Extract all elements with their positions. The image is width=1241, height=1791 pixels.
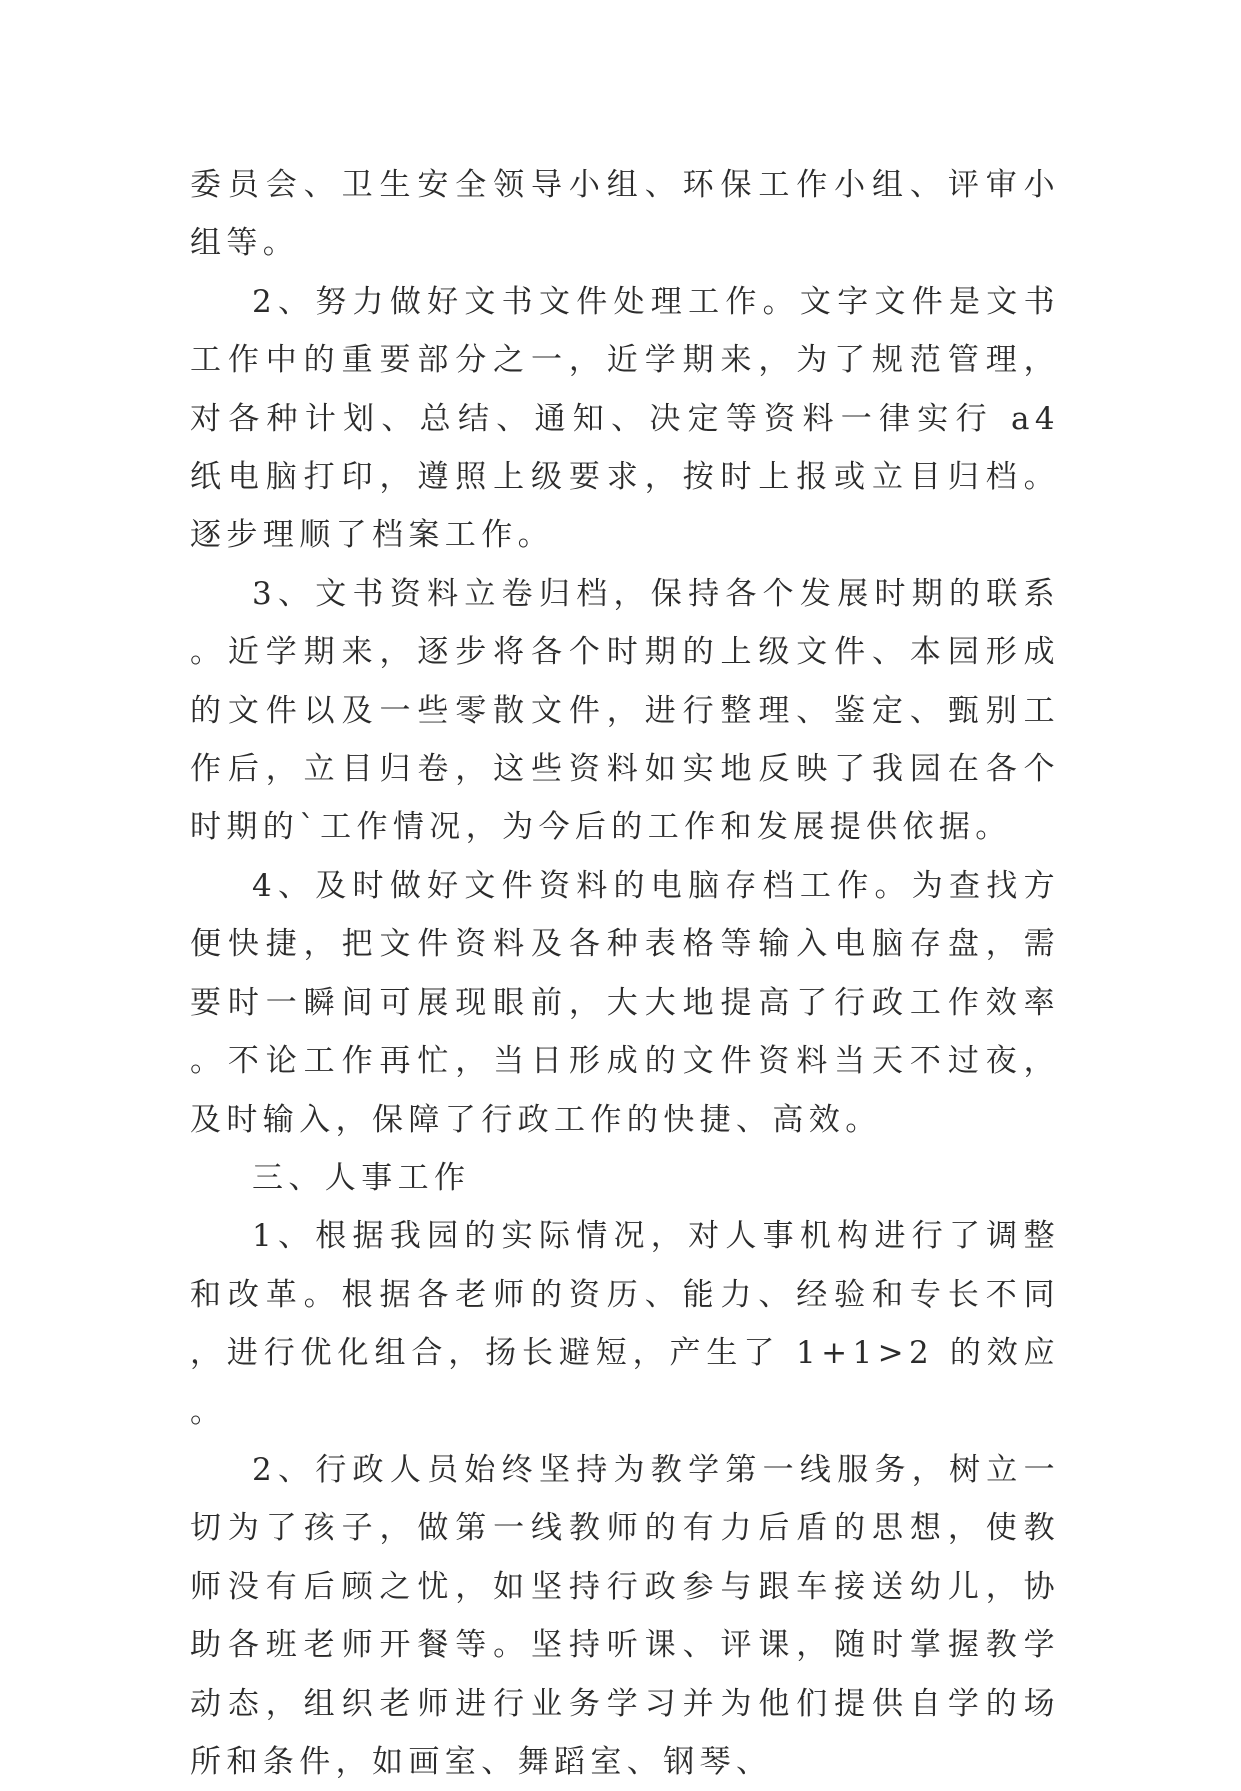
paragraph-archiving: 3、文书资料立卷归档，保持各个发展时期的联系。近学期来，逐步将各个时期的上级文件、本园形成的文件以及一些零散文件，进行整理、鉴定、甄别工作后，立目归卷，这些资料如实地反映了我园在各个时期的`工作情况，为今后的工作和发展提供依据。 [190, 575, 1060, 846]
paragraph-admin-service: 2、行政人员始终坚持为教学第一线服务，树立一切为了孩子，做第一线教师的有力后盾的思想，使教师没有后顾之忧，如坚持行政参与跟车接送幼儿，协助各班老师开餐等。坚持听课、评课，随时掌握教学动态，组织老师进行业务学习并为他们提供自学的场所和条件，如画室、舞蹈室、钢琴、 [190, 1451, 1060, 1780]
paragraph-personnel-restructure: 1、根据我园的实际情况，对人事机构进行了调整和改革。根据各老师的资历、能力、经验和专长不同，进行优化组合，扬长避短，产生了 1+1>2 的效应。 [190, 1218, 1060, 1430]
document-body [190, 156, 1060, 1791]
paragraph-committees-continued: 委员会、卫生安全领导小组、环保工作小组、评审小组等。 [190, 167, 1060, 262]
paragraph-computer-filing: 4、及时做好文件资料的电脑存档工作。为查找方便快捷，把文件资料及各种表格等输入电脑存盘，需要时一瞬间可展现眼前，大大地提高了行政工作效率。不论工作再忙，当日形成的文件资料当天不过夜，及时输入，保障了行政工作的快捷、高效。 [190, 867, 1060, 1138]
section-heading-personnel: 三、人事工作 [252, 1159, 471, 1196]
paragraph-document-handling: 2、努力做好文书文件处理工作。文字文件是文书工作中的重要部分之一，近学期来，为了规范管理，对各种计划、总结、通知、决定等资料一律实行 a4 纸电脑打印，遵照上级要求，按时上报或立目归档。逐步理顺了档案工作。 [190, 283, 1060, 554]
